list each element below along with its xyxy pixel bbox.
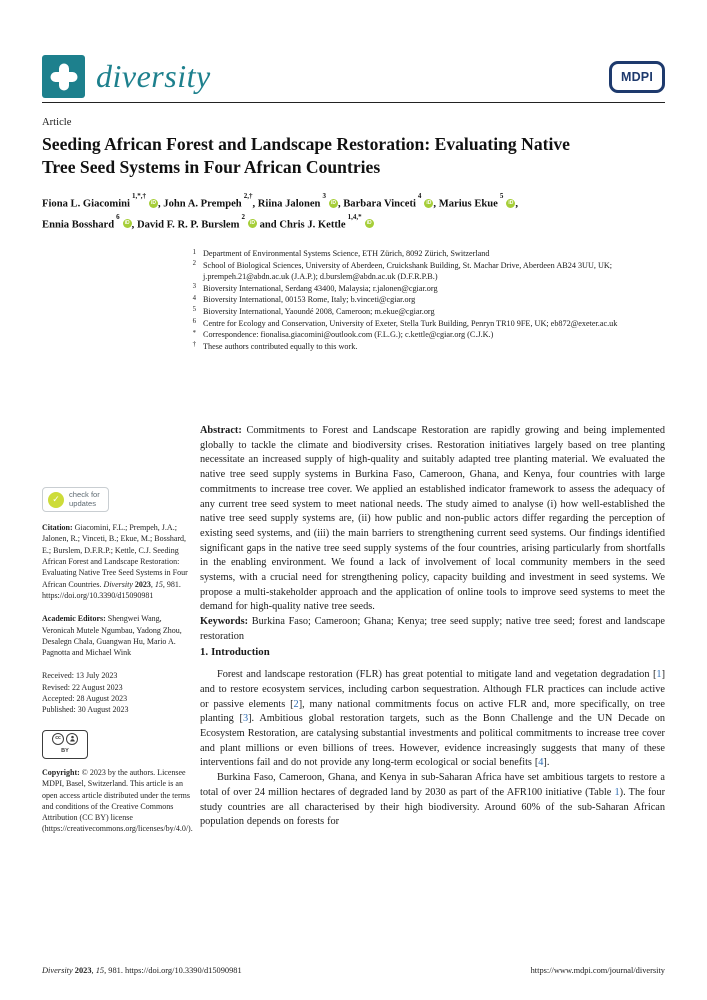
affiliation-number: 1 — [192, 248, 196, 256]
cc-by-license-badge[interactable] — [42, 730, 88, 759]
badge-line1: check for — [69, 490, 100, 499]
author-name: Chris J. Kettle — [279, 219, 346, 231]
author-affiliation-sup: 4 — [417, 192, 422, 200]
author-separator: , — [158, 198, 164, 210]
citation-text: Giacomini, F.L.; Prempeh, J.A.; Jalonen, R.; Vinceti, B.; Ekue, M.; Bosshard, E.; Burslem, D.F.R.P.; Kettle, C.J. Seeding African Forest and Landscape Restoration: Evaluating Native Tree Seed Systems in Four African Countries. — [42, 523, 188, 589]
citation-volume: 15 — [154, 579, 163, 589]
copyright-label: Copyright: — [42, 767, 80, 777]
received-date — [42, 670, 191, 681]
footer-journal: Diversity — [42, 966, 73, 975]
footer-journal-url[interactable]: https://www.mdpi.com/journal/diversity — [530, 966, 665, 975]
diversity-flower-icon — [42, 55, 85, 98]
date-value: 28 August 2023 — [74, 694, 128, 704]
date-label: Accepted: — [42, 694, 75, 704]
citation-ref-2[interactable]: 2 — [293, 698, 299, 710]
author-name: Barbara Vinceti — [343, 198, 416, 210]
crossmark-icon: ✓ — [48, 492, 64, 508]
introduction-paragraph-2 — [200, 771, 665, 830]
academic-editors-names: Shengwei Wang, Veronicah Mutele Ngumbau, Yadong Zhou, Desalegn Chala, Guangwan Hu, Mario A. Pagnotta and Michael Wink — [42, 614, 182, 658]
citation-sep: , — [150, 579, 155, 589]
affiliation-text: Bioversity International, Yaoundé 2008, Cameroon; m.ekue@cgiar.org — [203, 306, 435, 316]
abstract — [200, 424, 665, 615]
check-for-updates-badge[interactable] — [42, 487, 109, 512]
footer-volume: 15 — [95, 966, 105, 975]
header-divider — [42, 102, 665, 103]
footer-sep: , — [91, 966, 96, 975]
citation-ref-1[interactable]: 1 — [656, 669, 662, 681]
affiliation-text: Bioversity International, Serdang 43400, Malaysia; r.jalonen@cgiar.org — [203, 283, 438, 293]
introduction-paragraph-1 — [200, 668, 665, 771]
sidebar — [42, 487, 191, 835]
date-label: Published: — [42, 705, 76, 715]
date-label: Revised: — [42, 682, 70, 692]
academic-editors-block — [42, 613, 191, 658]
author-name: Ennia Bosshard — [42, 219, 115, 231]
date-value: 30 August 2023 — [75, 705, 129, 715]
affiliation-text: School of Biological Sciences, University of Aberdeen, Cruickshank Building, St. Machar Drive, Aberdeen AB24 3UU, UK; j.prempeh.21@abdn.ac.uk (J.A.P.); d.burslem@abdn.ac.uk (D.F.R.P.B.) — [203, 260, 613, 282]
paragraph-text: Forest and landscape restoration (FLR) has great potential to mitigate land and vegetation degradation [ — [217, 669, 657, 681]
affiliation-row — [160, 283, 666, 295]
footer-doi[interactable]: , 981. https://doi.org/10.3390/d15090981 — [104, 966, 242, 975]
affiliation-number: 3 — [192, 283, 196, 291]
copyright-text: © 2023 by the authors. Licensee MDPI, Basel, Switzerland. This article is an open access article distributed under the terms and conditions of the Creative Commons Attribution (CC BY) license (https://creativecommons.org/licenses/by/4.0/). — [42, 767, 193, 834]
keywords — [200, 615, 665, 644]
author-affiliation-sup: 5 — [499, 192, 504, 200]
table-1-ref[interactable]: 1 — [614, 786, 620, 798]
affiliation-number: 5 — [192, 306, 196, 314]
paragraph-text: ], many national commitments focus on active FLR and, more specifically, on tree planting [ — [200, 698, 665, 725]
author-affiliation-sup: 6 — [116, 212, 120, 221]
citation-journal: Diversity — [103, 579, 133, 589]
affiliations-list — [160, 248, 666, 352]
affiliation-text: Department of Environmental Systems Science, ETH Zürich, 8092 Zürich, Switzerland — [203, 249, 490, 258]
cc-icons-row — [52, 733, 78, 745]
orcid-icon[interactable]: iD — [366, 220, 372, 227]
affiliation-number: 6 — [192, 318, 196, 326]
orcid-icon[interactable]: iD — [124, 220, 130, 227]
paragraph-text: ). The four study countries are all characterised by their high biodiversity. Around 60% of the sub-Saharan African population depends on forests for — [200, 786, 665, 828]
section-heading-introduction: 1. Introduction — [200, 645, 270, 658]
citation-ref-3[interactable]: 3 — [242, 713, 249, 725]
paragraph-text: ] and to restore ecosystem services, including carbon sequestration. Although FLR practices can include active or passive elements [ — [200, 669, 665, 710]
citation-year: 2023 — [132, 579, 151, 589]
author-affiliation-sup: 2 — [241, 212, 245, 221]
main-column — [200, 424, 665, 830]
author-affiliation-sup: 1,4,* — [347, 212, 362, 221]
page-footer — [42, 966, 665, 975]
affiliation-number: 2 — [192, 260, 196, 268]
abstract-text: Commitments to Forest and Landscape Restoration are rapidly growing and being implemented globally to tackle the climate and biodiversity crises. Restoration initiatives largely based on tree planting necessitate an increased supply of high-quality and suitably adapted tree planting material. We evaluated the native tree seed supply systems in Burkina Faso, Cameroon, Ghana, and Kenya, four countries with large commitments to increase tree cover. We applied an established indicator framework to assess the adequacy of any current tree seed system to meet national needs. The study aimed to analyse (i) how well-established the native tree seed supply systems are, (ii) how public and non-public actors differ regarding the perception of existing seed systems, and (iii) the main barriers to strengthening current seed systems. Our findings identified significant gaps in the native tree seed supply systems of the four countries, arising particularly from shortfalls in the enabling environment. We found a lack of involvement of local community members in the seed systems, with a crucial need for strengthening policy, capacity building and investment in seed systems. We propose a multi-stakeholder approach and the application of online tools to improve seed systems to meet the demand for high-quality native tree seeds. — [200, 425, 665, 613]
affiliation-row — [160, 318, 666, 330]
copyright-block — [42, 767, 191, 835]
affiliation-number: † — [192, 341, 196, 349]
equal-contribution-row — [160, 341, 666, 353]
accepted-date — [42, 693, 191, 704]
mdpi-logo[interactable]: MDPI — [609, 61, 665, 93]
history-dates-block — [42, 670, 191, 715]
date-value: 22 August 2023 — [70, 682, 123, 692]
footer-year: 2023 — [72, 966, 92, 975]
author-separator: and — [256, 219, 280, 231]
orcid-icon[interactable]: iD — [330, 199, 336, 206]
orcid-icon[interactable]: iD — [426, 199, 432, 206]
article-title: Seeding African Forest and Landscape Restoration: Evaluating Native Tree Seed Systems in Four African Countries — [42, 134, 570, 177]
orcid-icon[interactable]: iD — [249, 220, 255, 227]
affiliation-row — [160, 260, 666, 283]
abstract-label: Abstract: — [200, 425, 242, 436]
citation-ref-4[interactable]: 4 — [538, 757, 544, 769]
affiliation-row — [160, 248, 666, 260]
affiliation-text: Centre for Ecology and Conservation, University of Exeter, Stella Turk Building, Penryn TR10 9FE, UK; eb872@exeter.ac.uk — [203, 318, 618, 328]
affiliation-row — [160, 306, 666, 318]
footer-citation — [42, 966, 242, 975]
date-label: Received: — [42, 671, 74, 681]
author-name: John A. Prempeh — [163, 198, 242, 210]
correspondence-text: Correspondence: fionalisa.giacomini@outlook.com (F.L.G.); c.kettle@cgiar.org (C.J.K.) — [203, 330, 494, 340]
citation-doi[interactable]: , 981. https://doi.org/10.3390/d15090981 — [42, 579, 181, 600]
affiliation-number: 4 — [192, 294, 196, 302]
paragraph-text: Burkina Faso, Cameroon, Ghana, and Kenya in sub-Saharan Africa have set ambitious targets to restore a total of over 24 million hectares of degraded land by 2030 as part of the AFR100 initiative (Table — [200, 772, 665, 798]
badge-line2: updates — [69, 498, 97, 508]
revised-date — [42, 682, 191, 693]
author-name: David F. R. P. Burslem — [136, 219, 240, 231]
date-value: 13 July 2023 — [73, 671, 118, 681]
author-name: Riina Jalonen — [257, 198, 321, 210]
author-separator: , — [515, 198, 519, 210]
correspondence-row — [160, 329, 666, 341]
equal-contribution-text: These authors contributed equally to this work. — [203, 341, 358, 351]
cc-by-label: BY — [61, 747, 69, 754]
keywords-label: Keywords: — [200, 616, 249, 628]
orcid-icon[interactable]: iD — [151, 199, 156, 206]
cc-person-icon — [66, 733, 78, 745]
author-separator: , — [337, 198, 344, 210]
author-affiliation-sup: 3 — [322, 192, 326, 200]
author-affiliation-sup: 1,*,† — [132, 192, 146, 200]
paragraph-text: ]. — [543, 757, 550, 769]
cc-icon: cc — [52, 733, 64, 745]
author-separator: , — [433, 198, 439, 210]
academic-editors-label: Academic Editors: — [42, 614, 106, 624]
author-separator: , — [131, 219, 137, 231]
author-name: Fiona L. Giacomini — [42, 198, 130, 210]
journal-logo[interactable] — [42, 55, 211, 98]
article-type-label: Article — [42, 117, 72, 128]
affiliation-text: Bioversity International, 00153 Rome, Italy; b.vinceti@cgiar.org — [203, 295, 416, 305]
journal-name: diversity — [96, 58, 211, 94]
affiliation-number: * — [192, 329, 196, 337]
citation-label: Citation: — [42, 523, 73, 533]
affiliation-row — [160, 294, 666, 306]
paragraph-text: ]. Ambitious global restoration targets, such as the Bonn Challenge and the UN Decade on Ecosystem Restoration, are catalysing substantial investments and political commitments to increase tree cover and plant millions or even billions of trees. However, evidence increasingly suggests that many of these interventions fail and do not provide any long-term ecological or social benefits [ — [200, 713, 665, 769]
author-affiliation-sup: 2,† — [243, 192, 253, 200]
citation-block — [42, 522, 191, 601]
orcid-icon[interactable]: iD — [508, 199, 514, 206]
check-for-updates-label — [69, 491, 100, 508]
author-name: Marius Ekue — [438, 198, 498, 210]
author-separator: , — [252, 198, 258, 210]
keywords-text: Burkina Faso; Cameroon; Ghana; Kenya; tree seed supply; native tree seed; forest and landscape restoration — [200, 616, 665, 642]
authors-line — [42, 192, 664, 233]
published-date — [42, 704, 191, 715]
